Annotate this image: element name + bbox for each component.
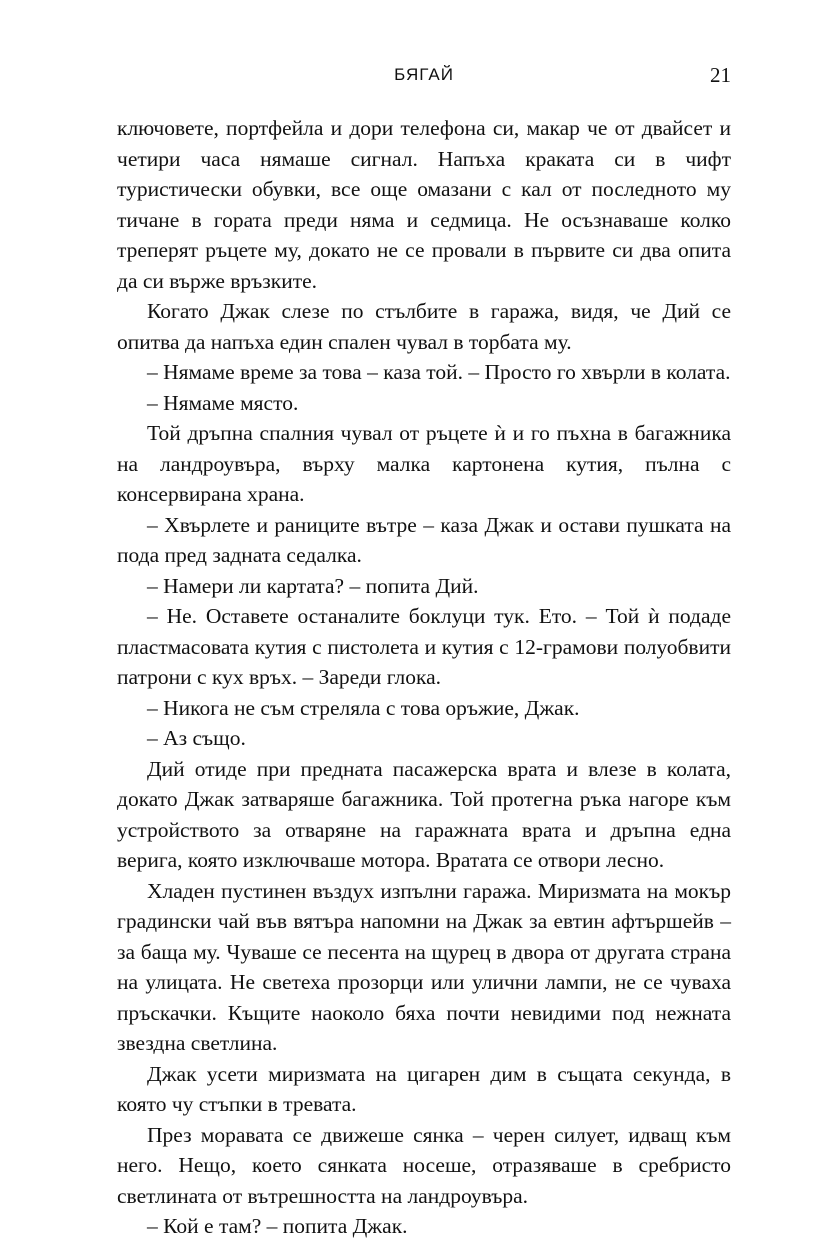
paragraph: Дий отиде при предната пасажерска врата и влезе в колата, докато Джак затваряше багажника. Той протегна ръка нагоре към устройството за отваряне на гаражната врата и дръпна една верига, която изключваше мотора. Вратата се отвори лесно. [117, 756, 731, 872]
paragraph: – Не. Оставете останалите боклуци тук. Ето. – Той ѝ подаде пластмасовата кутия с пистолета и кутия с 12-грамови полуобвити патрони с кух връх. – Зареди глока. [117, 604, 731, 689]
paragraph: Той дръпна спалния чувал от ръцете ѝ и го пъхна в багажника на ландроувъра, върху малка картонена кутия, пълна с консервирана храна. [117, 421, 731, 506]
paragraph: – Нямаме време за това – каза той. – Просто го хвърли в колата. [147, 360, 731, 384]
paragraph: ключовете, портфейла и дори телефона си, макар че от двайсет и четири часа нямаше сигнал. Напъха краката си в чифт туристически обувки, все още омазани с кал от последното му тичане в гората преди няма и седмица. Не осъзнаваше колко треперят ръцете му, докато не се провали в първите си два опита да си върже връзките. [117, 116, 731, 293]
body-text [117, 113, 731, 1242]
running-head-title: БЯГАЙ [394, 65, 454, 84]
running-head [117, 60, 731, 90]
paragraph: – Намери ли картата? – попита Дий. [147, 573, 479, 598]
paragraph: – Хвърлете и раниците вътре – каза Джак и остави пушката на пода пред задната седалка. [117, 512, 731, 567]
paragraph: – Аз също. [147, 726, 246, 750]
paragraph: – Нямаме място. [147, 390, 299, 415]
page-number: 21 [710, 63, 731, 87]
paragraph: – Кой е там? – попита Джак. [147, 1214, 408, 1238]
paragraph: През моравата се движеше сянка – черен силует, идващ към него. Нещо, което сянката носеше, отразяваше в сребристо светлината от вътрешността на ландроувъра. [117, 1122, 731, 1208]
paragraph: Джак усети миризмата на цигарен дим в същата секунда, в която чу стъпки в тревата. [117, 1061, 731, 1116]
paragraph: – Никога не съм стреляла с това оръжие, Джак. [147, 695, 580, 720]
paragraph: Хладен пустинен въздух изпълни гаража. Миризмата на мокър градински чай във вятъра напомни на Джак за евтин афтършейв – за баща му. Чуваше се песента на щурец в двора от другата страна на улицата. Не светеха прозорци или улични лампи, не се чуваха пръскачки. Къщите наоколо бяха почти невидими под нежната звездна светлина. [117, 878, 731, 1055]
paragraph: Когато Джак слезе по стълбите в гаража, видя, че Дий се опитва да напъха един спален чувал в торбата му. [117, 299, 731, 354]
